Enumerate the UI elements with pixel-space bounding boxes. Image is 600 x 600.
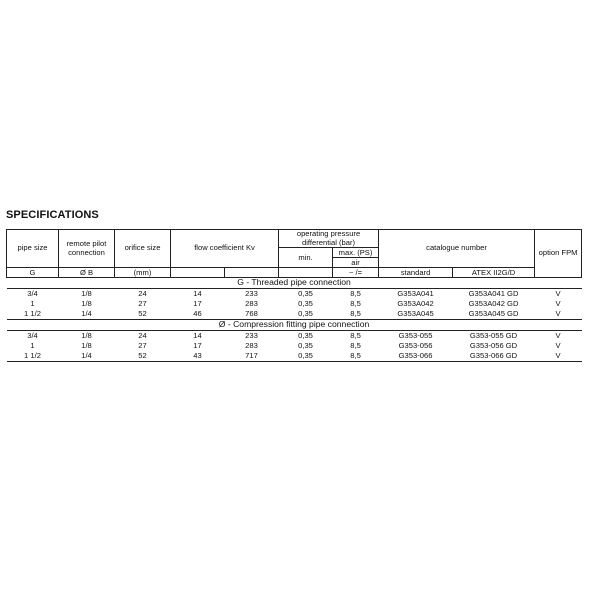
cell-option: V xyxy=(555,340,561,350)
cell-kv1: 14 xyxy=(193,288,202,298)
cell-atex: G353-055 GD xyxy=(469,330,518,340)
cell-min: 0,35 xyxy=(298,330,313,340)
cell-option: V xyxy=(555,308,561,318)
cell-max: 8,5 xyxy=(350,350,361,360)
cell-pipe: 1 xyxy=(30,298,35,308)
cell-orifice: 52 xyxy=(138,308,147,318)
cell-atex: G353-066 GD xyxy=(469,350,518,360)
header-remote-pilot: remote pilot connection xyxy=(59,230,115,268)
cell-standard: G353-066 xyxy=(398,350,433,360)
cell-kv1: 17 xyxy=(193,298,202,308)
unit-atex: ATEX II2G/D xyxy=(453,268,535,278)
cell-option: V xyxy=(555,330,561,340)
table-row xyxy=(7,341,582,351)
cell-orifice: 27 xyxy=(138,340,147,350)
cell-kv2: 717 xyxy=(245,350,258,360)
cell-max: 8,5 xyxy=(350,308,361,318)
unit-standard: standard xyxy=(379,268,453,278)
cell-pipe: 1 1/2 xyxy=(24,308,41,318)
cell-pilot: 1/8 xyxy=(81,288,92,298)
cell-min: 0,35 xyxy=(298,308,313,318)
section-label: Ø - Compression fitting pipe connection xyxy=(7,320,582,331)
cell-max: 8,5 xyxy=(350,330,361,340)
cell-kv1: 14 xyxy=(193,330,202,340)
cell-kv2: 283 xyxy=(245,340,258,350)
unit-max: ~ /= xyxy=(333,268,379,278)
header-flow-coefficient: flow coefficient Kv xyxy=(171,230,279,268)
header-operating-pressure: operating pressure differential (bar) xyxy=(279,230,379,248)
cell-max: 8,5 xyxy=(350,298,361,308)
header-air: air xyxy=(333,258,379,268)
cell-max: 8,5 xyxy=(350,288,361,298)
section-label: G - Threaded pipe connection xyxy=(7,278,582,289)
cell-pipe: 1 1/2 xyxy=(24,350,41,360)
cell-pipe: 1 xyxy=(30,340,35,350)
table-row xyxy=(7,331,582,342)
cell-orifice: 24 xyxy=(138,330,147,340)
cell-orifice: 24 xyxy=(138,288,147,298)
header-option-fpm: option FPM xyxy=(535,230,582,278)
cell-pilot: 1/8 xyxy=(81,298,92,308)
specifications-table xyxy=(6,229,582,364)
cell-option: V xyxy=(555,298,561,308)
header-pipe-size: pipe size xyxy=(7,230,59,268)
table-row xyxy=(7,299,582,309)
header-catalogue-number: catalogue number xyxy=(379,230,535,268)
cell-option: V xyxy=(555,350,561,360)
cell-standard: G353A041 xyxy=(397,288,434,298)
cell-pilot: 1/8 xyxy=(81,340,92,350)
cell-kv1: 46 xyxy=(193,308,202,318)
cell-kv1: 43 xyxy=(193,350,202,360)
table-row xyxy=(7,309,582,320)
cell-min: 0,35 xyxy=(298,298,313,308)
page-title: SPECIFICATIONS xyxy=(6,209,99,221)
cell-standard: G353-056 xyxy=(398,340,433,350)
cell-orifice: 27 xyxy=(138,298,147,308)
table-row xyxy=(7,289,582,300)
cell-standard: G353A045 xyxy=(397,308,434,318)
unit-pilot: Ø B xyxy=(59,268,115,278)
cell-min: 0,35 xyxy=(298,340,313,350)
cell-kv2: 283 xyxy=(245,298,258,308)
cell-kv2: 233 xyxy=(245,330,258,340)
cell-pipe: 3/4 xyxy=(27,288,38,298)
cell-atex: G353A041 GD xyxy=(468,288,519,298)
cell-standard: G353A042 xyxy=(397,298,434,308)
unit-orifice: (mm) xyxy=(115,268,171,278)
header-min: min. xyxy=(279,248,333,268)
cell-pilot: 1/4 xyxy=(81,350,92,360)
cell-option: V xyxy=(555,288,561,298)
table-row xyxy=(7,351,582,362)
cell-pipe: 3/4 xyxy=(27,330,38,340)
cell-max: 8,5 xyxy=(350,340,361,350)
unit-pipe: G xyxy=(7,268,59,278)
cell-atex: G353A042 GD xyxy=(468,298,519,308)
cell-orifice: 52 xyxy=(138,350,147,360)
cell-kv2: 233 xyxy=(245,288,258,298)
header-orifice-size: orifice size xyxy=(115,230,171,268)
cell-atex: G353-056 GD xyxy=(469,340,518,350)
cell-pilot: 1/4 xyxy=(81,308,92,318)
header-max: max. (PS) xyxy=(333,248,379,258)
cell-atex: G353A045 GD xyxy=(468,308,519,318)
cell-min: 0,35 xyxy=(298,350,313,360)
cell-pilot: 1/8 xyxy=(81,330,92,340)
cell-min: 0,35 xyxy=(298,288,313,298)
cell-kv1: 17 xyxy=(193,340,202,350)
cell-kv2: 768 xyxy=(245,308,258,318)
cell-standard: G353-055 xyxy=(398,330,433,340)
